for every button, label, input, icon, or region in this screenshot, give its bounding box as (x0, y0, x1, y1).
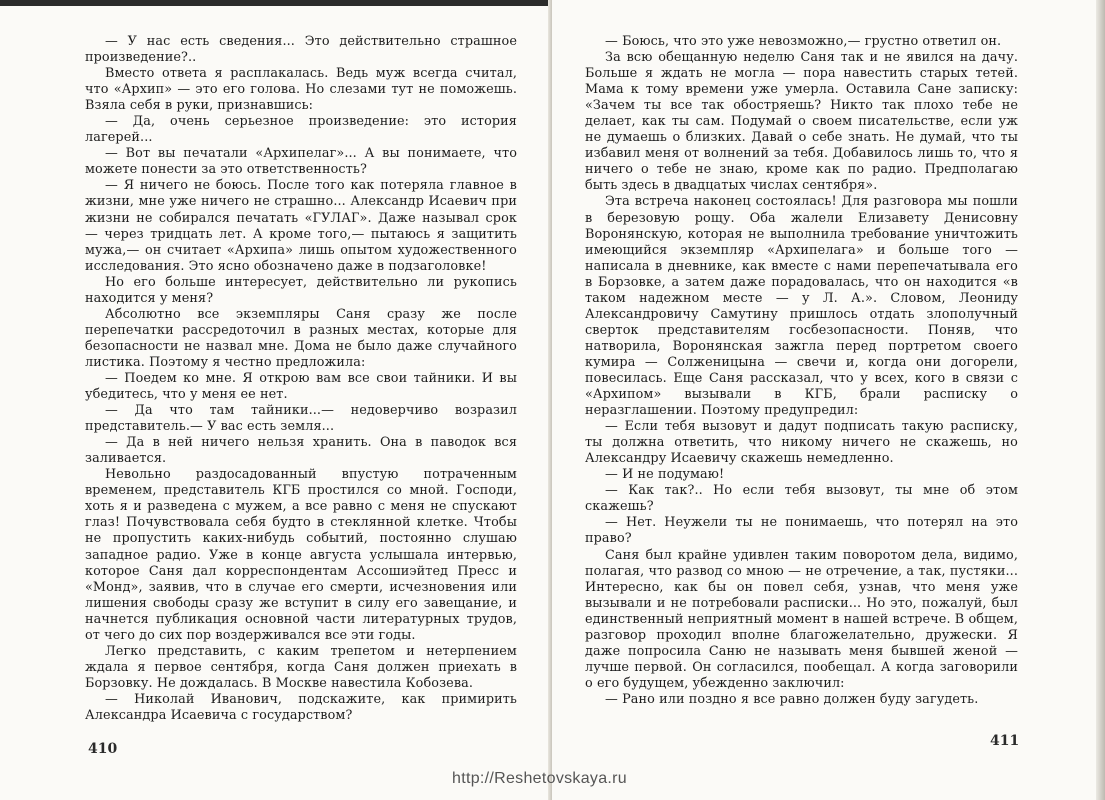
paragraph: Эта встреча наконец состоялась! Для разговора мы пошли в березовую рощу. Оба жалели Елизавету Денисовну Воронянскую, которая не выполнила требование уничтожить имеющийся экземпляр «Архипелага» и больше того — написала в дневнике, как вместе с нами перепечатывала его в Борзовке, а затем даже порадовалась, что он находится «в таком надежном месте — у Л. А.». Словом, Леониду Александровичу Самутину пришлось отдать злополучный сверток представителям госбезопасности. Поняв, что натворила, Воронянская зажгла перед портретом своего кумира — Солженицына — свечи и, когда они догорели, повесилась. Еще Саня рассказал, что у всех, кого в связи с «Архипом» вызывали в КГБ, брали расписку о неразглашении. Поэтому предупредил: (585, 194, 1018, 419)
paragraph: Абсолютно все экземпляры Саня сразу же после перепечатки рассредоточил в разных местах, которые для безопасности не назвал мне. Дома не было даже случайного листика. Поэтому я честно предложила: (85, 306, 517, 370)
left-page-text (85, 34, 517, 724)
page-number-left: 410 (88, 741, 118, 757)
paragraph: — У нас есть сведения... Это действительно страшное произведение?.. (85, 34, 517, 66)
paragraph: Вместо ответа я расплакалась. Ведь муж всегда считал, что «Архип» — это его голова. Но слезами тут не поможешь. Взяла себя в руки, признавшись: (85, 66, 517, 114)
right-page-text (585, 34, 1018, 708)
paragraph: — И не подумаю! (605, 467, 725, 483)
paragraph: Легко представить, с каким трепетом и нетерпением ждала я первое сентября, когда Саня должен приехать в Борзовку. Не дождалась. В Москве навестила Кобозева. (85, 643, 517, 691)
paragraph: — Рано или поздно я все равно должен буду загудеть. (605, 691, 979, 707)
left-page (0, 0, 552, 800)
paragraph: — Боюсь, что это уже невозможно,— грустно ответил он. (605, 34, 1002, 49)
right-page (552, 0, 1105, 800)
paragraph: Но его больше интересует, действительно ли рукопись находится у меня? (85, 274, 517, 306)
page-edge (1096, 0, 1105, 800)
paragraph: — Как так?.. Но если тебя вызовут, ты мне об этом скажешь? (585, 483, 1018, 515)
paragraph: — Если тебя вызовут и дадут подписать такую расписку, ты должна ответить, что никому ничего не скажешь, но Александру Исаевичу скажешь немедленно. (585, 419, 1018, 467)
paragraph: — Да, очень серьезное произведение: это история лагерей... (85, 114, 517, 146)
paragraph: — Да что там тайники...— недоверчиво возразил представитель.— У вас есть земля... (85, 403, 517, 435)
paragraph: — Поедем ко мне. Я открою вам все свои тайники. И вы убедитесь, что у меня ее нет. (85, 370, 517, 403)
paragraph: Саня был крайне удивлен таким поворотом дела, видимо, полагая, что развод со мною — не отречение, а так, пустяки... Интересно, как бы он повел себя, узнав, что меня уже вызывали и не потребовали расписки... Но это, пожалуй, был единственный неприятный момент в нашей встрече. В общем, разговор проходил вполне благожелательно, дружески. Я даже попросила Саню не называть меня бывшей женой — лучше первой. Он согласился, пообещал. А когда заговорили о его будущем, убежденно заключил: (585, 547, 1018, 691)
paragraph: — Николай Иванович, подскажите, как примирить Александра Исаевича с государством? (85, 691, 517, 723)
paragraph: — Нет. Неужели ты не понимаешь, что потерял на это право? (585, 515, 1018, 547)
paragraph: За всю обещанную неделю Саня так и не явился на дачу. Больше я ждать не могла — пора навестить старых тетей. Мама к тому времени уже умерла. Оставила Сане записку: «Зачем ты все так обостряешь? Никто так плохо тебе не делает, как ты сам. Подумай о своем писательстве, если уж не думаешь о близких. Давай о себе знать. Не думай, что ты избавил меня от волнений за тебя. Добавилось лишь то, что я ничего о тебе не знаю, кроме как по радио. Предполагаю быть здесь в двадцатых числах сентября». (585, 50, 1018, 194)
page-number-right: 411 (990, 733, 1020, 749)
paragraph: — Вот вы печатали «Архипелаг»... А вы понимаете, что можете понести за это ответственность? (85, 146, 517, 178)
scan-top-edge (0, 0, 552, 6)
paragraph: Невольно раздосадованный впустую потраченным временем, представитель КГБ простился со мной. Господи, хоть я и разведена с мужем, а все равно с меня не спускают глаз! Почувствовала себя будто в стеклянной клетке. Чтобы не пропустить каких-нибудь событий, постоянно слушаю западное радио. Уже в конце августа услышала интервью, которое Саня дал корреспондентам Ассошиэйтед Пресс и «Монд», заявив, что в случае его смерти, исчезновения или лишения свободы сразу же вступит в силу его завещание, и начнется публикация основной части литературных трудов, от чего до сих пор воздерживался все эти годы. (85, 467, 517, 643)
paragraph: — Я ничего не боюсь. После того как потеряла главное в жизни, мне уже ничего не страшно... Александр Исаевич при жизни не собирался печатать «ГУЛАГ». Даже называл срок — через тридцать лет. А кроме того,— пытаюсь я защитить мужа,— он считает «Архипа» лишь опытом художественного исследования. Это ясно обозначено даже в подзаголовке! (85, 178, 517, 274)
watermark-url: http://Reshetovskaya.ru (452, 770, 627, 787)
paragraph: — Да в ней ничего нельзя хранить. Она в паводок вся заливается. (85, 435, 517, 467)
